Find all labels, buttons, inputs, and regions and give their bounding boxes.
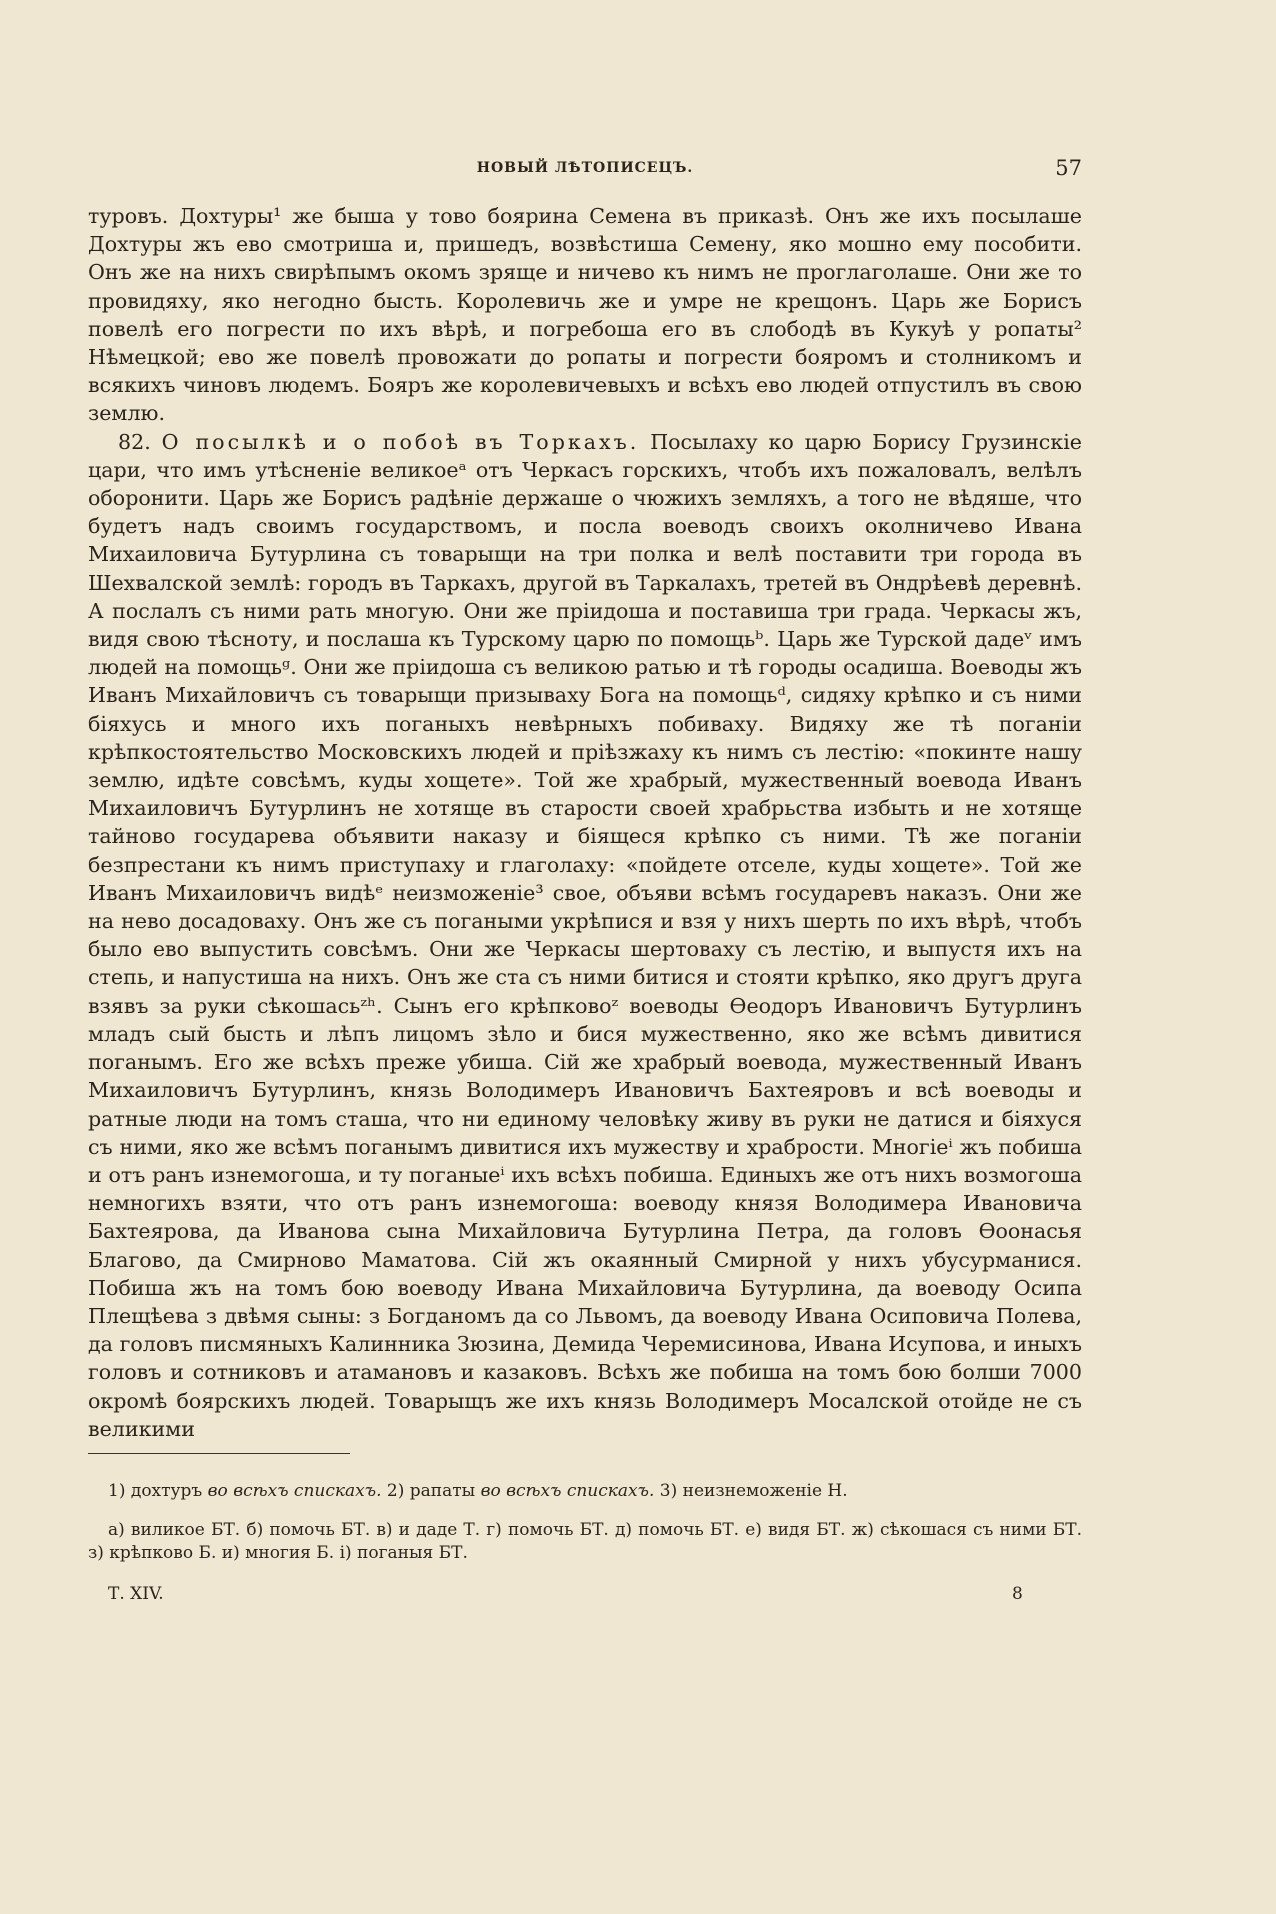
- section-number: 82.: [118, 429, 151, 454]
- variant-readings: а) виликое БТ. б) помочь БТ. в) и даде Т. г) помочь БТ. д) помочь БТ. е) видя БТ. ж) сѣкошася съ ними БТ. з) крѣпково Б. и) многия Б. і) поганыя БТ.: [88, 1520, 1082, 1563]
- running-title: НОВЫЙ ЛѢТОПИСЕЦЪ.: [476, 160, 694, 176]
- page-header: [88, 156, 1082, 184]
- volume-label: Т. XIV.: [108, 1584, 164, 1604]
- footnotes: [88, 1480, 1082, 1579]
- page-footer: [88, 1584, 1082, 1610]
- page-number: 57: [1055, 156, 1082, 180]
- signature-mark: 8: [1012, 1584, 1023, 1604]
- numbered-footnotes: 1) дохтуръ во всѣхъ спискахъ. 2) рапаты во всѣхъ спискахъ. 3) неизнеможеніе Н.: [108, 1481, 848, 1501]
- section-heading: О посылкѣ и о побоѣ въ Торкахъ.: [161, 429, 640, 454]
- main-text: [88, 202, 1082, 1443]
- paragraph-continuation: туровъ. Дохтуры¹ же быша у тово боярина Семена въ приказѣ. Онъ же ихъ посылаше Дохтуры жъ ево смотриша и, пришедъ, возвѣстиша Семену, яко мошно ему пособити. Онъ же на нихъ свирѣпымъ окомъ зряще и ничево къ нимъ не проглаголаше. Они же то провидяху, яко негодно бысть. Королевичь же и умре не крещонъ. Царь же Борисъ повелѣ его погрести по ихъ вѣрѣ, и погребоша его въ слободѣ въ Кукуѣ у ропаты² Нѣмецкой; ево же повелѣ провожати до ропаты и погрести бояромъ и столникомъ и всякихъ чиновъ людемъ. Бояръ же королевичевыхъ и всѣхъ ево людей отпустилъ въ свою землю.: [88, 204, 1082, 426]
- section-text: Посылаху ко царю Борису Грузинскіе цари, что имъ утѣсненіе великоеᵃ отъ Черкасъ горскихъ, чтобъ ихъ пожаловалъ, велѣлъ оборонити. Царь же Борисъ радѣніе держаше о чюжихъ земляхъ, а того не вѣдяше, что будетъ надъ своимъ государствомъ, и посла воеводъ своихъ околничево Ивана Михаиловича Бутурлина съ товарыщи на три полка и велѣ поставити три города въ Шехвалской землѣ: городъ въ Таркахъ, другой въ Таркалахъ, третей въ Ондрѣевѣ деревнѣ. А послалъ съ ними рать многую. Они же пріидоша и поставиша три града. Черкасы жъ, видя свою тѣсноту, и послаша къ Турскому царю по помощьᵇ. Царь же Турской дадеᵛ имъ людей на помощьᵍ. Они же пріидоша съ великою ратью и тѣ городы осадиша. Воеводы жъ Иванъ Михайловичъ съ товарыщи призываху Бога на помощьᵈ, сидяху крѣпко и съ ними біяхусь и много ихъ поганыхъ невѣрныхъ побиваху. Видяху же тѣ поганіи крѣпкостоятельство Московскихъ людей и пріѣзжаху къ нимъ съ лестію: «покинте нашу землю, идѣте совсѣмъ, куды хощете». Той же храбрый, мужественный воевода Иванъ Михаиловичъ Бутурлинъ не хотяще въ старости своей храбрьства избыть и не хотяще тайново государева объявити наказу и біящеся крѣпко съ ними. Тѣ же поганіи безпрестани къ нимъ приступаху и глаголаху: «пойдете отселе, куды хощете». Той же Иванъ Михаиловичъ видѣᵉ неизможеніе³ свое, объяви всѣмъ государевъ наказъ. Они же на нево досадоваху. Онъ же съ погаными укрѣпися и взя у нихъ шерть по ихъ вѣрѣ, чтобъ было ево выпустить совсѣмъ. Они же Черкасы шертоваху съ лестію, и выпустя ихъ на степь, и напустиша на нихъ. Онъ же ста съ ними битися и стояти крѣпко, яко другъ друга взявъ за руки сѣкошасьᶻʰ. Сынъ его крѣпковоᶻ воеводы Ѳеодоръ Ивановичъ Бутурлинъ младъ сый бысть и лѣпъ лицомъ зѣло и бися мужественно, яко же всѣмъ дивитися поганымъ. Его же всѣхъ преже убиша. Сій же храбрый воевода, мужественный Иванъ Михаиловичъ Бутурлинъ, князь Володимеръ Ивановичъ Бахтеяровъ и всѣ воеводы и ратные люди на томъ сташа, что ни единому человѣку живу въ руки не датися и біяхуся съ ними, яко же всѣмъ поганымъ дивитися ихъ мужеству и храбрости. Многіеⁱ жъ побиша и отъ ранъ изнемогоша, и ту поганыеⁱ ихъ всѣхъ побиша. Единыхъ же отъ нихъ возмогоша немногихъ взяти, что отъ ранъ изнемогоша: воеводу князя Володимера Ивановича Бахтеярова, да Иванова сына Михайловича Бутурлина Петра, да головъ Ѳоонасья Благово, да Смирново Маматова. Сій жъ окаянный Смирной у нихъ убусурманися. Побиша жъ на томъ бою воеводу Ивана Михайловича Бутурлина, да воеводу Осипа Плещѣева з двѣмя сыны: з Богданомъ да со Львомъ, да воеводу Ивана Осиповича Полева, да головъ писмяныхъ Калинника Зюзина, Демида Черемисинова, Ивана Исупова, и иныхъ головъ и сотниковъ и атамановъ и казаковъ. Всѣхъ же побиша на томъ бою болши 7000 окромѣ боярскихъ людей. Товарыщъ же ихъ князь Володимеръ Мосалской отойде не съ великими: [88, 429, 1082, 1441]
- footnote-divider: [88, 1453, 350, 1454]
- paragraph-section-82: [88, 428, 1082, 1443]
